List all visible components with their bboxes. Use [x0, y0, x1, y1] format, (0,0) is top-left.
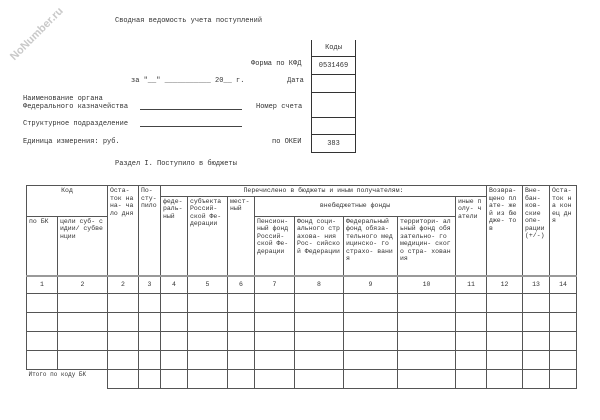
column-number: 1: [27, 276, 58, 294]
table-cell[interactable]: [255, 294, 295, 313]
table-row[interactable]: [27, 351, 577, 370]
okei-code: 383: [312, 135, 355, 153]
table-cell[interactable]: [188, 294, 228, 313]
column-number: 3: [139, 276, 161, 294]
table-cell[interactable]: [523, 313, 550, 332]
header-other: иные полу- чатели: [456, 196, 487, 276]
column-number: 6: [228, 276, 255, 294]
total-cell[interactable]: [161, 370, 188, 389]
unit-label: Единица измерения: руб.: [23, 138, 120, 146]
table-cell[interactable]: [161, 332, 188, 351]
total-cell[interactable]: [456, 370, 487, 389]
header-ffoms: Федеральный фонд обяза- тельного медицинско- го страхо- вания: [344, 216, 398, 276]
table-cell[interactable]: [550, 351, 577, 370]
column-number: 4: [161, 276, 188, 294]
table-cell[interactable]: [344, 294, 398, 313]
table-cell[interactable]: [27, 351, 58, 370]
table-cell[interactable]: [161, 313, 188, 332]
table-cell[interactable]: [255, 351, 295, 370]
table-cell[interactable]: [27, 313, 58, 332]
table-cell[interactable]: [344, 332, 398, 351]
header-balance-start: Оста- ток на на- чало дня: [108, 186, 139, 277]
table-cell[interactable]: [398, 351, 456, 370]
table-cell[interactable]: [398, 294, 456, 313]
header-subject: субъекта Россий- ской Фе- дерации: [188, 196, 228, 276]
account-code[interactable]: [312, 93, 355, 118]
column-number: 11: [456, 276, 487, 294]
table-cell[interactable]: [139, 294, 161, 313]
table-cell[interactable]: [456, 313, 487, 332]
header-balance-end: Оста- ток на конец дня: [550, 186, 577, 277]
column-number: 2: [58, 276, 108, 294]
table-cell[interactable]: [108, 313, 139, 332]
header-received: По- сту- пило: [139, 186, 161, 277]
org-label-1: Наименование органа: [23, 95, 103, 103]
column-number: 9: [344, 276, 398, 294]
subdivision-code[interactable]: [312, 118, 355, 135]
codes-header: Коды: [312, 40, 355, 57]
org-label-2: Федерального казначейства: [23, 103, 129, 111]
table-cell[interactable]: [255, 313, 295, 332]
table-cell[interactable]: [228, 332, 255, 351]
table-cell[interactable]: [398, 313, 456, 332]
table-cell[interactable]: [188, 351, 228, 370]
table-cell[interactable]: [58, 313, 108, 332]
table-cell[interactable]: [456, 351, 487, 370]
total-cell[interactable]: [344, 370, 398, 389]
table-cell[interactable]: [58, 332, 108, 351]
total-cell[interactable]: [295, 370, 344, 389]
date-prefix[interactable]: за "__" ___________ 20__ г.: [131, 77, 245, 85]
total-label: Итого по коду БК: [27, 370, 108, 389]
table-cell[interactable]: [550, 313, 577, 332]
date-label: Дата: [287, 77, 304, 85]
header-transferred: Перечислено в бюджеты и иным получателям:: [161, 186, 487, 197]
header-offbudget: внебюджетные фонды: [255, 196, 456, 216]
header-code: Код: [27, 186, 108, 217]
header-purpose: цели суб- сидии/ субвенции: [58, 216, 108, 276]
table-cell[interactable]: [523, 294, 550, 313]
table-cell[interactable]: [161, 351, 188, 370]
table-cell[interactable]: [161, 294, 188, 313]
header-federal: феде- раль- ный: [161, 196, 188, 276]
section-title: Раздел I. Поступило в бюджеты: [115, 160, 237, 168]
total-row: [27, 370, 577, 389]
column-number: 12: [487, 276, 523, 294]
header-local: мест- ный: [228, 196, 255, 276]
table-cell[interactable]: [295, 351, 344, 370]
column-number: 7: [255, 276, 295, 294]
table-cell[interactable]: [108, 332, 139, 351]
header-tfoms: территори- альный фонд обязательно- го медицин- ского стра- хования: [398, 216, 456, 276]
okei-label: по ОКЕИ: [272, 138, 302, 146]
table-cell[interactable]: [523, 332, 550, 351]
column-number: 5: [188, 276, 228, 294]
codes-box: [311, 40, 356, 153]
date-code[interactable]: [312, 75, 355, 93]
subdivision-input-line[interactable]: [140, 126, 242, 127]
header-offbank: Вне- бан- ков- ские опе- рации (+/-): [523, 186, 550, 277]
table-cell[interactable]: [344, 351, 398, 370]
table-cell[interactable]: [487, 313, 523, 332]
table-cell[interactable]: [523, 351, 550, 370]
total-cell[interactable]: [550, 370, 577, 389]
column-number: 14: [550, 276, 577, 294]
table-row[interactable]: [27, 313, 577, 332]
header-returned: Возвра- щено плате- жей из бюдже- тов: [487, 186, 523, 277]
table-cell[interactable]: [295, 332, 344, 351]
table-cell[interactable]: [398, 332, 456, 351]
table-cell[interactable]: [58, 294, 108, 313]
column-number: 8: [295, 276, 344, 294]
table-cell[interactable]: [228, 351, 255, 370]
table-cell[interactable]: [295, 294, 344, 313]
total-cell[interactable]: [108, 370, 139, 389]
total-cell[interactable]: [255, 370, 295, 389]
total-cell[interactable]: [188, 370, 228, 389]
header-fss: Фонд соци- ального страхова- ния Рос- сийской Федерации: [295, 216, 344, 276]
table-cell[interactable]: [27, 332, 58, 351]
table-cell[interactable]: [108, 351, 139, 370]
table-row[interactable]: [27, 294, 577, 313]
form-label: Форма по КФД: [251, 60, 302, 68]
table-cell[interactable]: [139, 351, 161, 370]
table-cell[interactable]: [188, 313, 228, 332]
table-cell[interactable]: [228, 313, 255, 332]
table-cell[interactable]: [255, 332, 295, 351]
table-cell[interactable]: [108, 294, 139, 313]
receipts-table: [26, 185, 577, 389]
table-cell[interactable]: [58, 351, 108, 370]
header-bk: по БК: [27, 216, 58, 276]
table-cell[interactable]: [295, 313, 344, 332]
table-cell[interactable]: [487, 332, 523, 351]
total-cell[interactable]: [487, 370, 523, 389]
table-cell[interactable]: [139, 313, 161, 332]
column-numbers-row: [27, 276, 577, 294]
column-number: 13: [523, 276, 550, 294]
table-cell[interactable]: [550, 332, 577, 351]
table-cell[interactable]: [188, 332, 228, 351]
total-cell[interactable]: [139, 370, 161, 389]
header-pension: Пенсион- ный фонд Россий- ской Фе- дерации: [255, 216, 295, 276]
table-cell[interactable]: [550, 294, 577, 313]
table-row[interactable]: [27, 332, 577, 351]
table-cell[interactable]: [228, 294, 255, 313]
table-cell[interactable]: [456, 332, 487, 351]
table-cell[interactable]: [487, 351, 523, 370]
watermark: NoNumber.ru: [7, 5, 66, 63]
org-input-line[interactable]: [140, 109, 242, 110]
table-cell[interactable]: [27, 294, 58, 313]
account-label: Номер счета: [256, 103, 303, 111]
form-code: 0531469: [312, 57, 355, 75]
document-title: Сводная ведомость учета поступлений: [115, 17, 263, 25]
table-cell[interactable]: [487, 294, 523, 313]
table-cell[interactable]: [344, 313, 398, 332]
column-number: 2: [108, 276, 139, 294]
total-cell[interactable]: [398, 370, 456, 389]
table-cell[interactable]: [456, 294, 487, 313]
subdivision-label: Структурное подразделение: [23, 120, 129, 128]
column-number: 10: [398, 276, 456, 294]
total-cell[interactable]: [523, 370, 550, 389]
total-cell[interactable]: [228, 370, 255, 389]
table-cell[interactable]: [139, 332, 161, 351]
